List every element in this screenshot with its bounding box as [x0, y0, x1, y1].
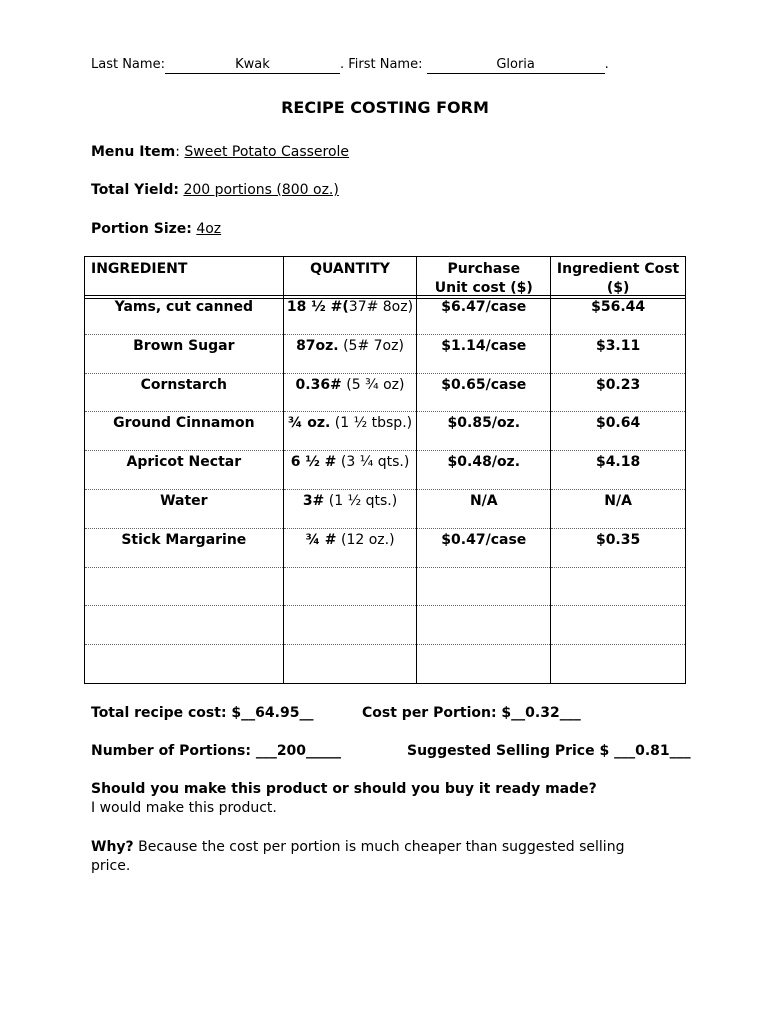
last-name-label: Last Name:: [91, 57, 165, 72]
unit-cost-cell: $0.65/case: [417, 373, 551, 412]
ingredient-cell: [85, 606, 284, 645]
quantity-main: 0.36#: [295, 376, 342, 393]
quantity-cell: [283, 489, 417, 528]
total-yield-line: [91, 182, 339, 198]
why-label: Why?: [91, 839, 134, 855]
portion-size-label: Portion Size:: [91, 221, 192, 237]
ingredient-cost-cell: $3.11: [551, 334, 686, 373]
first-name-label: First Name:: [348, 57, 423, 72]
quantity-detail: (3 ¼ qts.): [336, 454, 410, 471]
cost-per-portion: Cost per Portion: $__0.32___: [362, 705, 581, 721]
ingredient-cell: Yams, cut canned: [85, 296, 284, 335]
ingredient-cost-cell: [551, 645, 686, 684]
total-yield-label: Total Yield:: [91, 182, 179, 198]
quantity-main: 3#: [302, 492, 325, 509]
why-answer: Because the cost per portion is much cheaper than suggested selling price.: [91, 839, 625, 874]
quantity-main: 6 ½ #: [290, 454, 337, 471]
unit-cost-cell: N/A: [417, 489, 551, 528]
ingredient-cell: [85, 645, 284, 684]
unit-cost-cell: $1.14/case: [417, 334, 551, 373]
table-row-empty: [85, 645, 686, 684]
form-title: RECIPE COSTING FORM: [281, 98, 489, 117]
quantity-main: ¾ oz.: [287, 415, 331, 432]
quantity-cell: [283, 412, 417, 451]
ingredient-cell: Apricot Nectar: [85, 451, 284, 490]
table-row: [85, 451, 686, 490]
make-or-buy-question: Should you make this product or should you buy it ready made?: [91, 781, 597, 797]
unit-cost-cell: $0.47/case: [417, 528, 551, 567]
table-header-row: [85, 257, 686, 299]
quantity-detail: (1 ½ qts.): [324, 492, 398, 509]
ingredient-cost-cell: [551, 567, 686, 606]
quantity-cell: [283, 296, 417, 335]
quantity-detail: (1 ½ tbsp.): [330, 415, 413, 432]
ingredient-cell: Cornstarch: [85, 373, 284, 412]
header-ingredient: INGREDIENT: [85, 257, 284, 299]
quantity-detail: (5 ¾ oz): [341, 376, 405, 393]
quantity-cell: [283, 606, 417, 645]
menu-item-label: Menu Item: [91, 144, 176, 160]
unit-cost-cell: [417, 567, 551, 606]
why-block: [91, 838, 651, 876]
name-separator: .: [339, 57, 345, 72]
quantity-detail: 37# 8oz): [348, 299, 414, 315]
ingredient-cost-cell: $0.35: [551, 528, 686, 567]
first-name-field[interactable]: Gloria: [427, 57, 605, 74]
ingredient-cost-cell: [551, 606, 686, 645]
ingredient-rows: [84, 295, 686, 684]
quantity-cell: [283, 334, 417, 373]
ingredient-cell: Ground Cinnamon: [85, 412, 284, 451]
table-row: [85, 528, 686, 567]
table-row: [85, 412, 686, 451]
table-row: [85, 373, 686, 412]
ingredient-table: [84, 256, 686, 299]
ingredient-cell: [85, 567, 284, 606]
portion-size-value: 4oz: [196, 221, 222, 237]
quantity-detail: (12 oz.): [336, 531, 395, 548]
menu-item-line: Menu Item: Sweet Potato Casserole: [91, 144, 350, 160]
header-ingredient-cost: Ingredient Cost ($): [551, 257, 686, 299]
table-row-empty: [85, 606, 686, 645]
header-quantity: QUANTITY: [283, 257, 417, 299]
ingredient-cost-cell: N/A: [551, 489, 686, 528]
total-yield-value: 200 portions (800 oz.): [183, 182, 339, 198]
quantity-main: 18 ½ #(: [286, 299, 349, 315]
ingredient-cost-cell: $0.23: [551, 373, 686, 412]
ingredient-cell: Water: [85, 489, 284, 528]
quantity-cell: [283, 645, 417, 684]
table-row: [85, 489, 686, 528]
header-unit-cost: Purchase Unit cost ($): [417, 257, 551, 299]
quantity-cell: [283, 567, 417, 606]
total-recipe-cost: Total recipe cost: $__64.95__: [91, 705, 314, 721]
ingredient-cell: Brown Sugar: [85, 334, 284, 373]
quantity-detail: (5# 7oz): [338, 337, 404, 354]
menu-item-value: Sweet Potato Casserole: [184, 144, 350, 160]
name-end-punct: .: [604, 57, 609, 72]
table-row: [85, 334, 686, 373]
ingredient-cost-cell: $4.18: [551, 451, 686, 490]
quantity-cell: [283, 373, 417, 412]
unit-cost-cell: [417, 645, 551, 684]
last-name-field[interactable]: Kwak: [165, 57, 340, 74]
table-row-empty: [85, 567, 686, 606]
table-row: [85, 296, 686, 335]
number-of-portions: Number of Portions: ___200_____: [91, 743, 342, 759]
make-or-buy-answer: I would make this product.: [91, 800, 277, 816]
unit-cost-cell: [417, 606, 551, 645]
ingredient-cost-cell: $56.44: [551, 296, 686, 335]
quantity-cell: [283, 451, 417, 490]
ingredient-cell: Stick Margarine: [85, 528, 284, 567]
unit-cost-cell: $6.47/case: [417, 296, 551, 335]
suggested-selling-price: Suggested Selling Price $ ___0.81___: [407, 743, 691, 759]
ingredient-cost-cell: $0.64: [551, 412, 686, 451]
quantity-main: 87oz.: [296, 337, 339, 354]
quantity-cell: [283, 528, 417, 567]
make-or-buy-block: [91, 780, 691, 818]
unit-cost-cell: $0.48/oz.: [417, 451, 551, 490]
name-line: [91, 57, 609, 74]
portion-size-line: [91, 221, 221, 237]
quantity-main: ¾ #: [305, 531, 337, 548]
unit-cost-cell: $0.85/oz.: [417, 412, 551, 451]
